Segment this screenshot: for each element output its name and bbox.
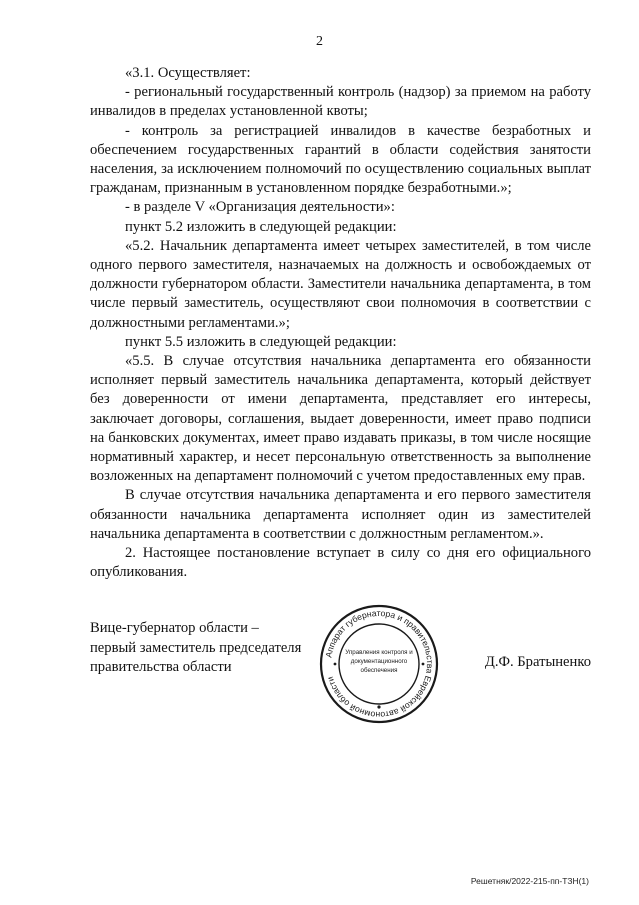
page-number: 2	[316, 34, 323, 49]
official-stamp	[318, 603, 440, 725]
paragraph-section-v: - в разделе V «Организация деятельности»:	[125, 199, 395, 216]
signatory-position-line: правительства области	[90, 659, 232, 676]
signatory-position-line: Вице-губернатор области –	[90, 620, 259, 636]
paragraph-item-5-2: «5.2. Начальник департамента имеет четырех заместителей, в том числе одного первого заместителя, назначаемых на должность и освобождаемых от должности губернатором области. Заместители начальника департамента, в том числе первый заместитель, осуществляют свои полномочия в соответствии с должностными регламентами.»;	[90, 237, 591, 331]
paragraph-entry-into-force: 2. Настоящее постановление вступает в силу со дня его официального опубликования.	[90, 545, 591, 581]
document-footer-code: Решетняк/2022-215-пп-ТЗН(1)	[470, 876, 589, 886]
paragraph-item-5-5: «5.5. В случае отсутствия начальника департамента его обязанности исполняет первый заместитель начальника департамента, который действует без доверенности от имени департамента, представляет его интересы, заключает договоры, соглашения, выдает доверенности, имеет право подписи на банковских документах, имеет право издавать приказы, в том числе носящие нормативный характер, и несет персональную ответственность за выполнение возложенных на департамент полномочий с учетом предоставленных ему прав.	[90, 353, 591, 485]
svg-text:документационного: документационного	[350, 658, 408, 665]
svg-text:обеспечения: обеспечения	[360, 667, 398, 674]
paragraph-quota-control: - региональный государственный контроль (надзор) за приемом на работу инвалидов в пределах установленной квоты;	[90, 84, 591, 120]
paragraph-3-1-heading: «3.1. Осуществляет:	[125, 65, 251, 81]
paragraph-item-5-5-intro: пункт 5.5 изложить в следующей редакции:	[125, 333, 397, 350]
signatory-position-line: первый заместитель председателя	[90, 639, 302, 656]
signatory-position	[90, 619, 301, 678]
svg-text:Аппарат губернатора и правител: Аппарат губернатора и правительства Еврейской автономной области	[323, 607, 436, 721]
signatory-name: Д.Ф. Братыненко	[484, 654, 591, 670]
paragraph-unemployed-registration: - контроль за регистрацией инвалидов в качестве безработных и обеспечением государственных гарантий в области содействия занятости населения, за исключением полномочий по осуществлению социальных выплат гражданам, признанным в установленном порядке безработными.»;	[90, 122, 591, 197]
paragraph-deputy-absence: В случае отсутствия начальника департамента и его первого заместителя обязанности начальника департамента исполняет один из заместителей начальника департамента в соответствии с должностным регламентом.».	[90, 487, 591, 542]
svg-text:Управления контроля и: Управления контроля и	[345, 649, 413, 656]
paragraph-item-5-2-intro: пункт 5.2 изложить в следующей редакции:	[125, 218, 397, 235]
document-body	[90, 64, 591, 582]
